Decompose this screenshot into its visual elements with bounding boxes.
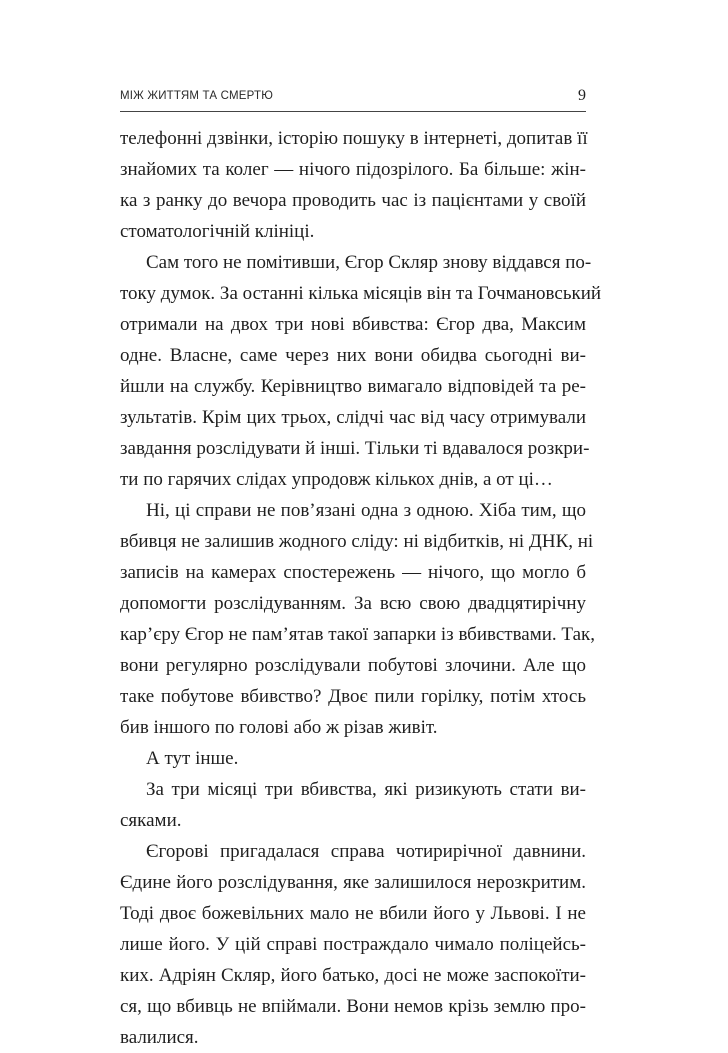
text-line: допомогти розслідуванням. За всю свою двадцятирічну [120,593,586,614]
text-line: записів на камерах спостережень — нічого, що могло б [120,562,586,583]
running-head [120,88,586,110]
paragraph [120,247,602,495]
text-line: За три місяці три вбивства, які ризикують стати ви- [146,779,586,800]
paragraph [120,774,586,836]
text-line: завдання розслідувати й інші. Тільки ті вдавалося розкри- [120,438,590,459]
paragraph [120,743,586,774]
running-title: МІЖ ЖИТТЯМ ТА СМЕРТЮ [120,90,274,102]
paragraph [120,123,586,247]
text-line: ся, що вбивць не впіймали. Вони немов крізь землю про- [120,996,586,1017]
text-line: телефонні дзвінки, історію пошуку в інтернеті, допитав її [120,128,588,149]
text-line: вони регулярно розслідували побутові злочини. Але що [120,655,586,676]
text-line: валилися. [120,1027,199,1048]
text-line: А тут інше. [146,748,239,769]
text-line: Тоді двоє божевільних мало не вбили його у Львові. І не [120,903,586,924]
text-line: стоматологічній клініці. [120,221,315,242]
paragraph [120,836,586,1053]
text-line: отримали на двох три нові вбивства: Єгор два, Максим [120,314,586,335]
text-line: вбивця не залишив жодного сліду: ні відбитків, ні ДНК, ні [120,531,594,552]
header-rule [120,111,586,112]
paragraph [120,495,595,743]
text-line: сяками. [120,810,182,831]
text-line: Сам того не помітивши, Єгор Скляр знову віддався по- [146,252,592,273]
text-line: Єдине його розслідування, яке залишилося нерозкритим. [120,872,586,893]
text-line: Єгорові пригадалася справа чотирирічної давнини. [146,841,586,862]
text-line: одне. Власне, саме через них вони обидва сьогодні ви- [120,345,586,366]
text-line: току думок. За останні кілька місяців він та Гочмановський [120,283,602,304]
text-line: ких. Адріян Скляр, його батько, досі не може заспокоїти- [120,965,586,986]
text-line: кар’єру Єгор не пам’ятав такої запарки із вбивствами. Так, [120,624,595,645]
text-line: бив іншого по голові або ж різав живіт. [120,717,438,738]
text-line: Ні, ці справи не пов’язані одна з одною. Хіба тим, що [146,500,586,521]
body-text [120,123,602,1053]
text-line: йшли на службу. Керівництво вимагало відповідей та ре- [120,376,586,397]
text-line: ти по гарячих слідах упродовж кількох днів, а от ці… [120,469,553,490]
text-line: ка з ранку до вечора проводить час із пацієнтами у своїй [120,190,586,211]
text-line: таке побутове вбивство? Двоє пили горілку, потім хтось [120,686,586,707]
text-line: знайомих та колег — нічого підозрілого. Ба більше: жін- [120,159,586,180]
page-number: 9 [578,87,586,104]
text-line: лише його. У цій справі постраждало чимало поліцейсь- [120,934,586,955]
text-line: зультатів. Крім цих трьох, слідчі час від часу отримували [120,407,586,428]
